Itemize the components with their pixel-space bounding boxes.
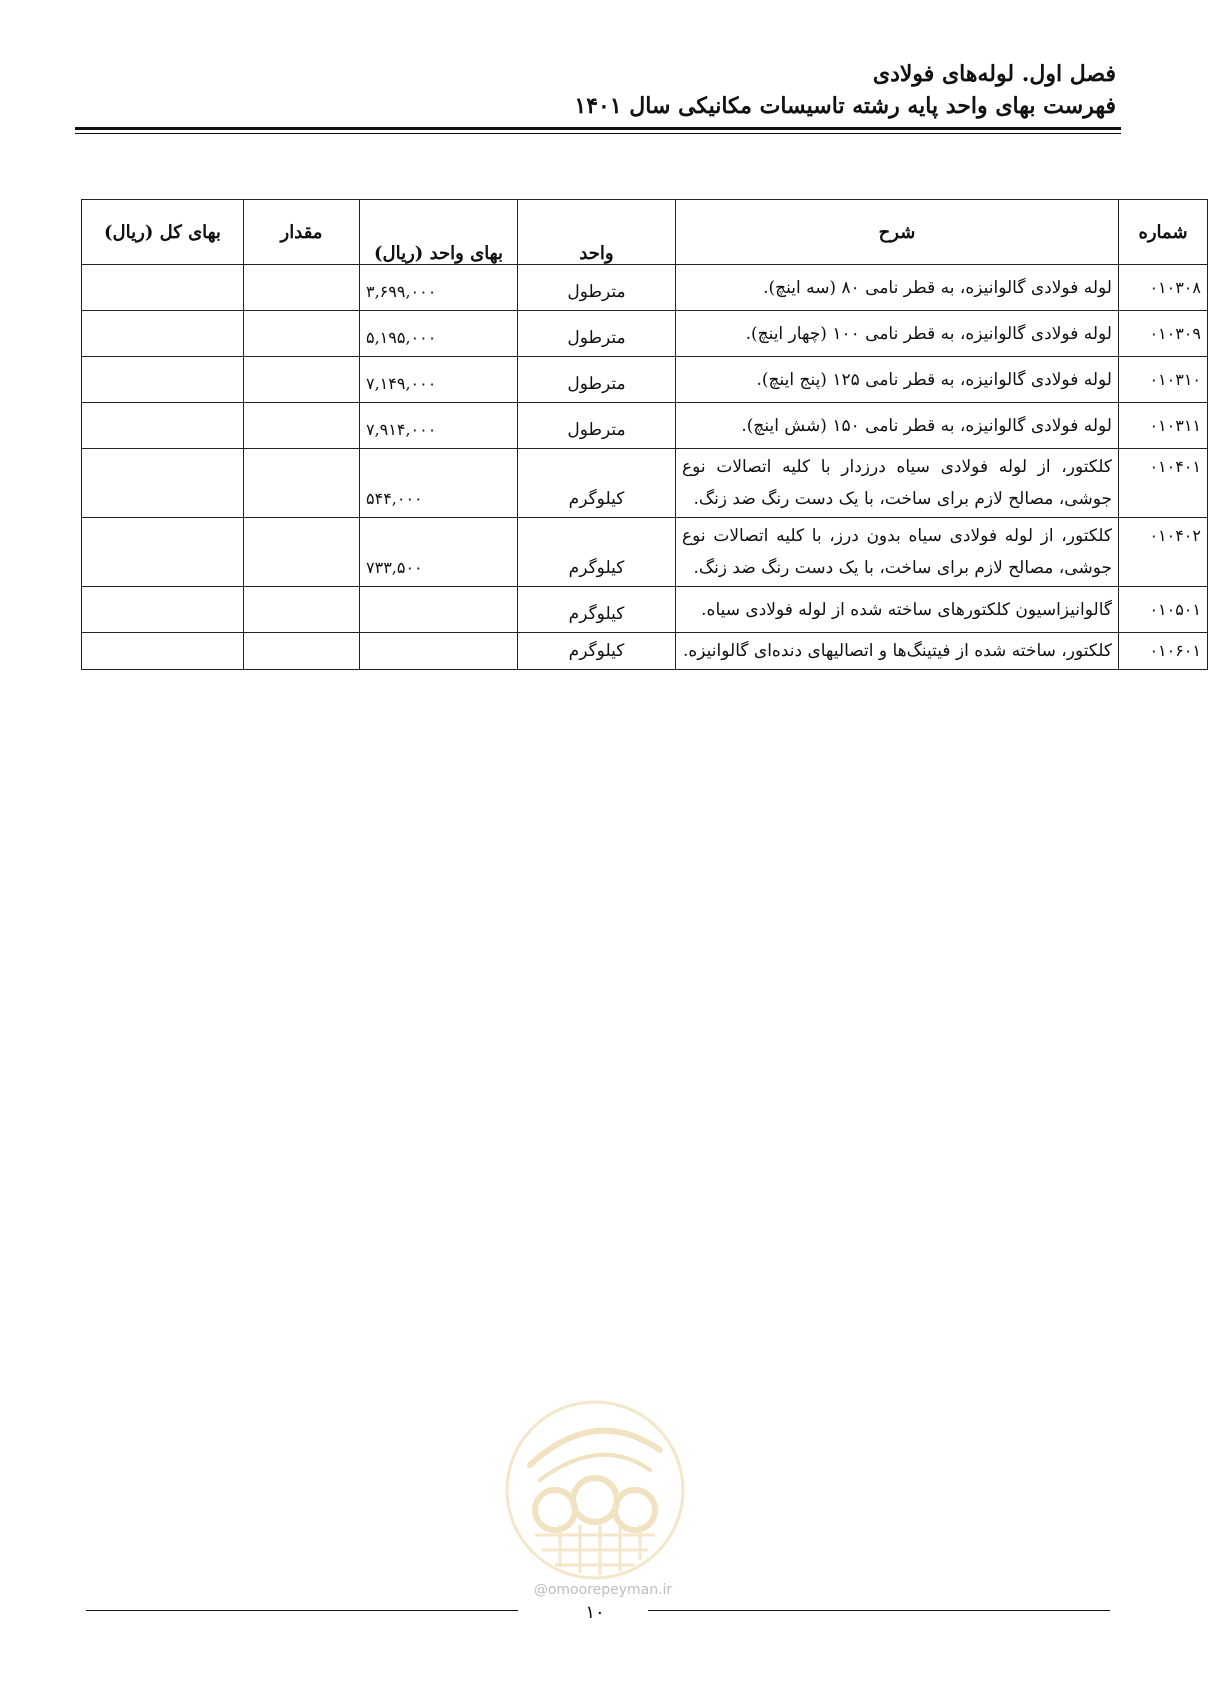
table-row — [82, 403, 1208, 449]
row-total — [82, 311, 244, 357]
row-unit: مترطول — [518, 403, 676, 449]
row-total — [82, 357, 244, 403]
row-description: گالوانیزاسیون کلکتورهای ساخته شده از لوله فولادی سیاه. — [676, 587, 1119, 633]
footer-rule-left — [86, 1610, 518, 1611]
row-total — [82, 518, 244, 587]
table-row — [82, 633, 1208, 670]
footer-rule-right — [648, 1610, 1110, 1611]
chapter-title: فصل اول. لوله‌های فولادی — [872, 61, 1116, 87]
row-unit: کیلوگرم — [518, 633, 676, 670]
row-quantity[interactable] — [244, 311, 360, 357]
row-code: ۰۱۰۳۱۱ — [1119, 403, 1208, 449]
row-description: کلکتور، ساخته شده از فیتینگ‌ها و اتصالیهای دنده‌ای گالوانیزه. — [676, 633, 1119, 670]
table-row — [82, 587, 1208, 633]
row-code: ۰۱۰۳۰۸ — [1119, 265, 1208, 311]
row-quantity[interactable] — [244, 633, 360, 670]
header-total: بهای کل (ریال) — [82, 200, 244, 265]
row-unit: کیلوگرم — [518, 449, 676, 518]
row-description: لوله فولادی گالوانیزه، به قطر نامی ۱۲۵ (پنج اینچ). — [676, 357, 1119, 403]
row-description: لوله فولادی گالوانیزه، به قطر نامی ۱۵۰ (شش اینچ). — [676, 403, 1119, 449]
table-row — [82, 311, 1208, 357]
row-total — [82, 449, 244, 518]
row-description: کلکتور، از لوله فولادی سیاه بدون درز، با کلیه اتصالات نوع جوشی، مصالح لازم برای ساخت، با یک دست رنگ ضد زنگ. — [676, 518, 1119, 587]
row-unit-price — [360, 633, 518, 670]
row-total — [82, 265, 244, 311]
row-unit-price: ۵,۱۹۵,۰۰۰ — [360, 311, 518, 357]
document-title: فهرست بهای واحد پایه رشته تاسیسات مکانیکی سال ۱۴۰۱ — [574, 93, 1116, 119]
row-code: ۰۱۰۳۱۰ — [1119, 357, 1208, 403]
row-description: کلکتور، از لوله فولادی سیاه درزدار با کلیه اتصالات نوع جوشی، مصالح لازم برای ساخت، با یک دست رنگ ضد زنگ. — [676, 449, 1119, 518]
row-quantity[interactable] — [244, 587, 360, 633]
watermark-logo-icon — [500, 1395, 690, 1585]
header-quantity: مقدار — [244, 200, 360, 265]
row-unit: مترطول — [518, 311, 676, 357]
row-code: ۰۱۰۴۰۲ — [1119, 518, 1208, 587]
row-total — [82, 403, 244, 449]
row-unit-price: ۷۳۳,۵۰۰ — [360, 518, 518, 587]
row-unit-price: ۷,۹۱۴,۰۰۰ — [360, 403, 518, 449]
header-rule-thin — [75, 133, 1121, 134]
table-header-row — [82, 200, 1208, 265]
table-row — [82, 357, 1208, 403]
row-unit: مترطول — [518, 357, 676, 403]
row-quantity[interactable] — [244, 265, 360, 311]
row-code: ۰۱۰۴۰۱ — [1119, 449, 1208, 518]
row-quantity[interactable] — [244, 449, 360, 518]
price-list-table — [81, 199, 1208, 670]
header-rule-thick — [75, 127, 1121, 130]
row-unit-price: ۷,۱۴۹,۰۰۰ — [360, 357, 518, 403]
row-description: لوله فولادی گالوانیزه، به قطر نامی ۱۰۰ (چهار اینچ). — [676, 311, 1119, 357]
header-code: شماره — [1119, 200, 1208, 265]
header-unit-price: بهای واحد (ریال) — [360, 200, 518, 265]
page-header — [70, 58, 1116, 122]
row-unit-price: ۳,۶۹۹,۰۰۰ — [360, 265, 518, 311]
site-watermark-text: @omoorepeyman.ir — [533, 1582, 673, 1598]
row-unit: کیلوگرم — [518, 518, 676, 587]
row-quantity[interactable] — [244, 518, 360, 587]
header-unit: واحد — [518, 200, 676, 265]
row-quantity[interactable] — [244, 403, 360, 449]
table-row — [82, 518, 1208, 587]
row-unit: کیلوگرم — [518, 587, 676, 633]
table-row — [82, 265, 1208, 311]
row-quantity[interactable] — [244, 357, 360, 403]
row-code: ۰۱۰۶۰۱ — [1119, 633, 1208, 670]
page-number: ۱۰ — [585, 1602, 605, 1623]
row-unit: مترطول — [518, 265, 676, 311]
row-total — [82, 633, 244, 670]
row-unit-price: ۵۴۴,۰۰۰ — [360, 449, 518, 518]
row-total — [82, 587, 244, 633]
row-description: لوله فولادی گالوانیزه، به قطر نامی ۸۰ (سه اینچ). — [676, 265, 1119, 311]
row-unit-price — [360, 587, 518, 633]
row-code: ۰۱۰۳۰۹ — [1119, 311, 1208, 357]
table-row — [82, 449, 1208, 518]
row-code: ۰۱۰۵۰۱ — [1119, 587, 1208, 633]
header-description: شرح — [676, 200, 1119, 265]
